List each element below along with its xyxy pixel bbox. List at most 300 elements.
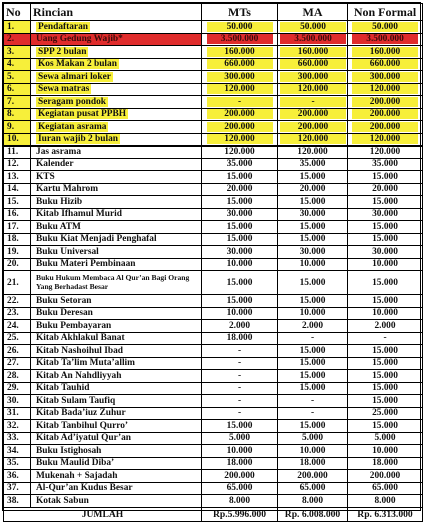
row-nonformal-value: 15.000	[372, 221, 398, 232]
row-ma-value: 10.000	[299, 259, 326, 270]
row-mts-value: 15.000	[226, 277, 253, 288]
row-ma-value-cell	[278, 146, 348, 159]
row-item-name: Buku Pembayaran	[36, 320, 112, 331]
row-ma-value-cell	[278, 271, 348, 295]
row-number: 37.	[4, 482, 31, 495]
table-row	[4, 171, 423, 184]
row-ma-value-cell	[278, 357, 348, 370]
table-row	[4, 133, 423, 146]
row-number: 21.	[4, 271, 31, 295]
row-mts-value: 300.000	[207, 72, 273, 82]
row-ma-value: 65.000	[299, 483, 326, 494]
row-number: 25.	[4, 332, 31, 345]
row-mts-value-cell	[202, 221, 278, 234]
row-item-name: Buku Deresan	[36, 308, 93, 319]
row-number: 35.	[4, 457, 31, 470]
row-mts-value: 120.000	[207, 134, 273, 144]
table-row	[4, 320, 423, 333]
row-item-cell	[31, 183, 202, 196]
row-ma-value-cell	[278, 96, 348, 109]
row-mts-value-cell	[202, 345, 278, 358]
table-row	[4, 470, 423, 483]
row-mts-value-cell	[202, 307, 278, 320]
row-nonformal-value-cell	[348, 345, 423, 358]
row-ma-value-cell	[278, 58, 348, 71]
row-ma-value-cell	[278, 295, 348, 308]
row-mts-value-cell	[202, 208, 278, 221]
table-row	[4, 307, 423, 320]
row-nonformal-value-cell	[348, 271, 423, 295]
row-item-name: Kitab Tanbihul Qurro’	[36, 420, 129, 431]
row-mts-value: 15.000	[226, 221, 253, 232]
row-ma-value: -	[280, 97, 346, 107]
row-ma-value: 200.000	[297, 470, 328, 481]
table-row	[4, 407, 423, 420]
row-nonformal-value-cell	[348, 307, 423, 320]
table-row	[4, 58, 423, 71]
row-ma-value: 3.500.000	[280, 34, 346, 44]
header-no: No	[4, 4, 31, 21]
row-mts-value-cell	[202, 246, 278, 259]
row-mts-value-cell	[202, 432, 278, 445]
row-item-cell	[31, 357, 202, 370]
row-ma-value-cell	[278, 445, 348, 458]
table-row	[4, 96, 423, 109]
row-item-name: Pendaftaran	[38, 21, 88, 32]
row-mts-value: 10.000	[226, 308, 253, 319]
row-item-name: KTS	[36, 171, 55, 182]
row-nonformal-value: 200.000	[352, 109, 418, 119]
row-ma-value: 300.000	[280, 72, 346, 82]
row-number: 6.	[4, 83, 31, 96]
row-number: 20.	[4, 258, 31, 271]
table-row	[4, 233, 423, 246]
row-nonformal-value: 15.000	[372, 358, 398, 369]
row-mts-value-cell	[202, 395, 278, 408]
header-mts: MTs	[202, 4, 278, 21]
row-ma-value-cell	[278, 46, 348, 59]
row-nonformal-value: 8.000	[374, 495, 396, 506]
row-nonformal-value: 20.000	[372, 184, 398, 195]
row-mts-value-cell	[202, 183, 278, 196]
row-nonformal-value: 120.000	[352, 84, 418, 94]
total-ma: Rp. 6.008.000	[278, 507, 348, 521]
row-ma-value: -	[310, 395, 315, 406]
row-mts-value: 10.000	[226, 445, 253, 456]
table-row	[4, 357, 423, 370]
table-row	[4, 370, 423, 383]
row-mts-value: 15.000	[226, 295, 253, 306]
table-row	[4, 246, 423, 259]
row-ma-value-cell	[278, 208, 348, 221]
row-mts-value: 120.000	[207, 84, 273, 94]
table-row	[4, 495, 423, 508]
row-item-name: Al-Qur’an Kudus Besar	[36, 483, 133, 494]
row-mts-value-cell	[202, 445, 278, 458]
row-nonformal-value-cell	[348, 357, 423, 370]
row-ma-value: 50.000	[280, 22, 346, 32]
row-ma-value-cell	[278, 233, 348, 246]
table-row	[4, 445, 423, 458]
row-nonformal-value: 10.000	[372, 308, 398, 319]
row-ma-value: 15.000	[299, 383, 326, 394]
table-row	[4, 208, 423, 221]
row-mts-value-cell	[202, 470, 278, 483]
row-item-cell	[31, 33, 202, 46]
row-item-cell	[31, 307, 202, 320]
row-item-cell	[31, 271, 202, 295]
row-item-name: Buku Universal	[36, 246, 99, 257]
row-item-name: Kitab Tauhid	[36, 383, 90, 394]
row-nonformal-value-cell	[348, 445, 423, 458]
row-mts-value-cell	[202, 46, 278, 59]
row-nonformal-value-cell	[348, 33, 423, 46]
row-item-name: Kitab An Nahdliyyah	[36, 370, 122, 381]
row-number: 16.	[4, 208, 31, 221]
row-nonformal-value-cell	[348, 196, 423, 209]
row-mts-value-cell	[202, 121, 278, 134]
table-row	[4, 108, 423, 121]
total-nonformal: Rp. 6.313.000	[348, 507, 423, 521]
row-mts-value: 5.000	[228, 433, 251, 444]
row-mts-value: 10.000	[226, 259, 253, 270]
row-item-cell	[31, 420, 202, 433]
row-nonformal-value: 25.000	[372, 408, 398, 419]
row-mts-value-cell	[202, 233, 278, 246]
row-nonformal-value-cell	[348, 21, 423, 34]
row-nonformal-value-cell	[348, 108, 423, 121]
row-item-name: Kotak Sabun	[36, 495, 89, 506]
row-item-name: Kartu Mahrom	[36, 184, 99, 195]
row-item-cell	[31, 83, 202, 96]
row-nonformal-value: 2.000	[374, 320, 396, 331]
row-mts-value: 20.000	[226, 184, 253, 195]
row-number: 38.	[4, 495, 31, 508]
row-mts-value-cell	[202, 158, 278, 171]
row-ma-value-cell	[278, 470, 348, 483]
row-mts-value: -	[237, 358, 242, 369]
row-item-name: Kitab Ad’iyatul Qur’an	[36, 433, 131, 444]
row-ma-value: 120.000	[280, 84, 346, 94]
row-ma-value: 15.000	[299, 221, 326, 232]
row-ma-value-cell	[278, 258, 348, 271]
row-ma-value-cell	[278, 121, 348, 134]
row-mts-value: -	[237, 370, 242, 381]
row-nonformal-value: 120.000	[369, 147, 401, 157]
row-number: 36.	[4, 470, 31, 483]
row-mts-value: 120.000	[224, 147, 255, 157]
row-ma-value-cell	[278, 246, 348, 259]
row-ma-value: 200.000	[280, 122, 346, 132]
row-item-name: Kegiatan pusat PPBH	[38, 109, 127, 120]
row-nonformal-value-cell	[348, 158, 423, 171]
row-ma-value: 200.000	[280, 109, 346, 119]
row-number: 5.	[4, 71, 31, 84]
table-row	[4, 46, 423, 59]
row-ma-value-cell	[278, 71, 348, 84]
row-nonformal-value: 15.000	[372, 295, 398, 306]
row-nonformal-value-cell	[348, 482, 423, 495]
total-label: JUMLAH	[4, 507, 202, 521]
row-ma-value-cell	[278, 21, 348, 34]
row-nonformal-value-cell	[348, 246, 423, 259]
row-ma-value: 2.000	[301, 320, 324, 331]
row-ma-value: 30.000	[299, 246, 326, 257]
row-mts-value: 18.000	[226, 333, 253, 344]
row-mts-value-cell	[202, 21, 278, 34]
row-ma-value-cell	[278, 196, 348, 209]
row-number: 28.	[4, 370, 31, 383]
row-item-cell	[31, 233, 202, 246]
row-ma-value: 15.000	[299, 196, 326, 207]
row-item-name: Buku ATM	[36, 221, 81, 232]
row-mts-value-cell	[202, 133, 278, 146]
row-number: 7.	[4, 96, 31, 109]
row-nonformal-value: 120.000	[352, 134, 418, 144]
row-nonformal-value: 10.000	[372, 445, 398, 456]
row-ma-value-cell	[278, 33, 348, 46]
row-mts-value: 18.000	[226, 458, 253, 469]
row-item-cell	[31, 46, 202, 59]
row-number: 27.	[4, 357, 31, 370]
row-mts-value-cell	[202, 171, 278, 184]
row-mts-value-cell	[202, 420, 278, 433]
row-mts-value-cell	[202, 96, 278, 109]
row-nonformal-value: 200.000	[352, 122, 418, 132]
row-nonformal-value: 5.000	[374, 433, 396, 444]
header-rincian: Rincian	[31, 4, 202, 21]
table-row	[4, 146, 423, 159]
row-nonformal-value: 300.000	[352, 72, 418, 82]
row-mts-value: 200.000	[224, 470, 255, 481]
table-row	[4, 332, 423, 345]
row-number: 18.	[4, 233, 31, 246]
row-nonformal-value: 15.000	[372, 420, 398, 431]
row-item-name: Kitab Nashoihul Ibad	[36, 345, 124, 356]
row-item-cell	[31, 332, 202, 345]
row-ma-value: 15.000	[299, 370, 326, 381]
row-item-cell	[31, 171, 202, 184]
row-nonformal-value: 15.000	[372, 395, 398, 406]
row-number: 19.	[4, 246, 31, 259]
row-item-cell	[31, 370, 202, 383]
row-mts-value: 15.000	[226, 234, 253, 245]
row-number: 9.	[4, 121, 31, 134]
row-item-name: Kos Makan 2 bulan	[38, 59, 117, 70]
row-ma-value-cell	[278, 83, 348, 96]
row-mts-value-cell	[202, 357, 278, 370]
row-item-cell	[31, 246, 202, 259]
row-ma-value-cell	[278, 482, 348, 495]
row-mts-value-cell	[202, 332, 278, 345]
row-ma-value: 15.000	[299, 420, 326, 431]
row-item-name: Kalender	[36, 159, 74, 170]
row-nonformal-value-cell	[348, 295, 423, 308]
row-nonformal-value: 160.000	[352, 47, 418, 57]
row-mts-value-cell	[202, 295, 278, 308]
row-number: 23.	[4, 307, 31, 320]
row-ma-value: 18.000	[299, 458, 326, 469]
row-ma-value: 35.000	[299, 159, 326, 170]
row-ma-value-cell	[278, 108, 348, 121]
row-nonformal-value-cell	[348, 183, 423, 196]
row-mts-value-cell	[202, 407, 278, 420]
row-item-cell	[31, 146, 202, 159]
row-item-name: Buku Hizib	[36, 196, 83, 207]
row-nonformal-value-cell	[348, 171, 423, 184]
table-row	[4, 345, 423, 358]
row-ma-value: 15.000	[299, 358, 326, 369]
row-mts-value-cell	[202, 495, 278, 508]
row-mts-value: 15.000	[226, 420, 253, 431]
row-ma-value-cell	[278, 432, 348, 445]
row-item-name: Buku Maulid Diba’	[36, 458, 115, 469]
row-item-name: Kitab Ta’lim Muta’allim	[36, 358, 135, 369]
table-row	[4, 71, 423, 84]
row-item-cell	[31, 108, 202, 121]
row-number: 13.	[4, 171, 31, 184]
table-row	[4, 196, 423, 209]
row-nonformal-value: 65.000	[372, 483, 398, 494]
row-mts-value: 3.500.000	[207, 34, 273, 44]
row-mts-value: 660.000	[207, 59, 273, 69]
row-nonformal-value: 50.000	[352, 22, 418, 32]
row-nonformal-value: 30.000	[372, 209, 398, 220]
row-ma-value-cell	[278, 395, 348, 408]
row-number: 8.	[4, 108, 31, 121]
row-nonformal-value-cell	[348, 233, 423, 246]
row-number: 2.	[4, 33, 31, 46]
row-nonformal-value: 660.000	[352, 59, 418, 69]
row-item-cell	[31, 221, 202, 234]
row-item-name: Sewa matras	[38, 84, 90, 95]
row-mts-value: 35.000	[226, 159, 253, 170]
row-nonformal-value-cell	[348, 96, 423, 109]
row-item-cell	[31, 320, 202, 333]
row-ma-value: 15.000	[299, 345, 326, 356]
row-nonformal-value-cell	[348, 395, 423, 408]
row-ma-value-cell	[278, 382, 348, 395]
row-nonformal-value-cell	[348, 432, 423, 445]
row-item-name: SPP 2 bulan	[38, 46, 87, 57]
row-number: 4.	[4, 58, 31, 71]
row-ma-value-cell	[278, 407, 348, 420]
row-nonformal-value-cell	[348, 58, 423, 71]
row-ma-value-cell	[278, 183, 348, 196]
row-mts-value-cell	[202, 370, 278, 383]
row-item-cell	[31, 395, 202, 408]
row-item-name: Sewa almari loker	[38, 71, 111, 82]
row-ma-value: 15.000	[299, 277, 326, 288]
row-nonformal-value: 30.000	[372, 246, 398, 257]
row-mts-value-cell	[202, 196, 278, 209]
row-item-name: Kitab Ifhamul Murid	[36, 209, 122, 220]
row-nonformal-value-cell	[348, 83, 423, 96]
row-item-name: Buku Kiat Menjadi Penghafal	[36, 234, 157, 245]
row-nonformal-value: 200.000	[352, 97, 418, 107]
row-ma-value-cell	[278, 420, 348, 433]
row-mts-value: 200.000	[207, 122, 273, 132]
row-ma-value-cell	[278, 495, 348, 508]
row-number: 29.	[4, 382, 31, 395]
row-item-cell	[31, 71, 202, 84]
row-ma-value: 660.000	[280, 59, 346, 69]
row-nonformal-value-cell	[348, 332, 423, 345]
table-header-row	[4, 4, 423, 21]
row-ma-value: 10.000	[299, 445, 326, 456]
row-ma-value: 160.000	[280, 47, 346, 57]
row-mts-value: -	[237, 395, 242, 406]
row-nonformal-value-cell	[348, 382, 423, 395]
row-number: 24.	[4, 320, 31, 333]
row-ma-value: 15.000	[299, 234, 326, 245]
row-mts-value-cell	[202, 320, 278, 333]
total-row	[4, 507, 423, 521]
row-number: 11.	[4, 146, 31, 159]
row-nonformal-value: 18.000	[372, 458, 398, 469]
row-number: 34.	[4, 445, 31, 458]
row-nonformal-value: 15.000	[372, 370, 398, 381]
row-ma-value: 5.000	[301, 433, 324, 444]
table-row	[4, 457, 423, 470]
row-ma-value-cell	[278, 370, 348, 383]
fee-rows	[4, 21, 423, 508]
row-nonformal-value-cell	[348, 121, 423, 134]
row-item-cell	[31, 208, 202, 221]
row-mts-value-cell	[202, 33, 278, 46]
row-number: 15.	[4, 196, 31, 209]
row-item-name: Kegiatan asrama	[38, 121, 107, 132]
row-item-cell	[31, 482, 202, 495]
row-number: 14.	[4, 183, 31, 196]
row-ma-value-cell	[278, 345, 348, 358]
row-item-cell	[31, 445, 202, 458]
table-row	[4, 258, 423, 271]
row-nonformal-value-cell	[348, 146, 423, 159]
table-row	[4, 482, 423, 495]
row-nonformal-value: 35.000	[372, 159, 398, 170]
row-item-name: Seragam pondok	[38, 96, 106, 107]
row-mts-value: -	[237, 383, 242, 394]
row-mts-value: 15.000	[226, 196, 253, 207]
row-ma-value-cell	[278, 457, 348, 470]
header-ma: MA	[278, 4, 348, 21]
row-nonformal-value: 15.000	[372, 345, 398, 356]
row-item-cell	[31, 432, 202, 445]
row-mts-value-cell	[202, 457, 278, 470]
row-nonformal-value-cell	[348, 133, 423, 146]
row-nonformal-value-cell	[348, 320, 423, 333]
row-number: 32.	[4, 420, 31, 433]
row-number: 10.	[4, 133, 31, 146]
row-mts-value: 2.000	[228, 320, 251, 331]
row-item-name: Buku Materi Pembinaan	[36, 259, 136, 270]
row-number: 26.	[4, 345, 31, 358]
row-item-cell	[31, 96, 202, 109]
row-mts-value-cell	[202, 271, 278, 295]
row-ma-value-cell	[278, 158, 348, 171]
row-nonformal-value-cell	[348, 420, 423, 433]
row-item-cell	[31, 407, 202, 420]
table-row	[4, 33, 423, 46]
row-ma-value: 8.000	[301, 495, 324, 506]
row-mts-value-cell	[202, 482, 278, 495]
row-item-cell	[31, 196, 202, 209]
row-nonformal-value: 10.000	[372, 259, 398, 270]
table-row	[4, 432, 423, 445]
row-nonformal-value-cell	[348, 407, 423, 420]
row-nonformal-value: 15.000	[372, 234, 398, 245]
